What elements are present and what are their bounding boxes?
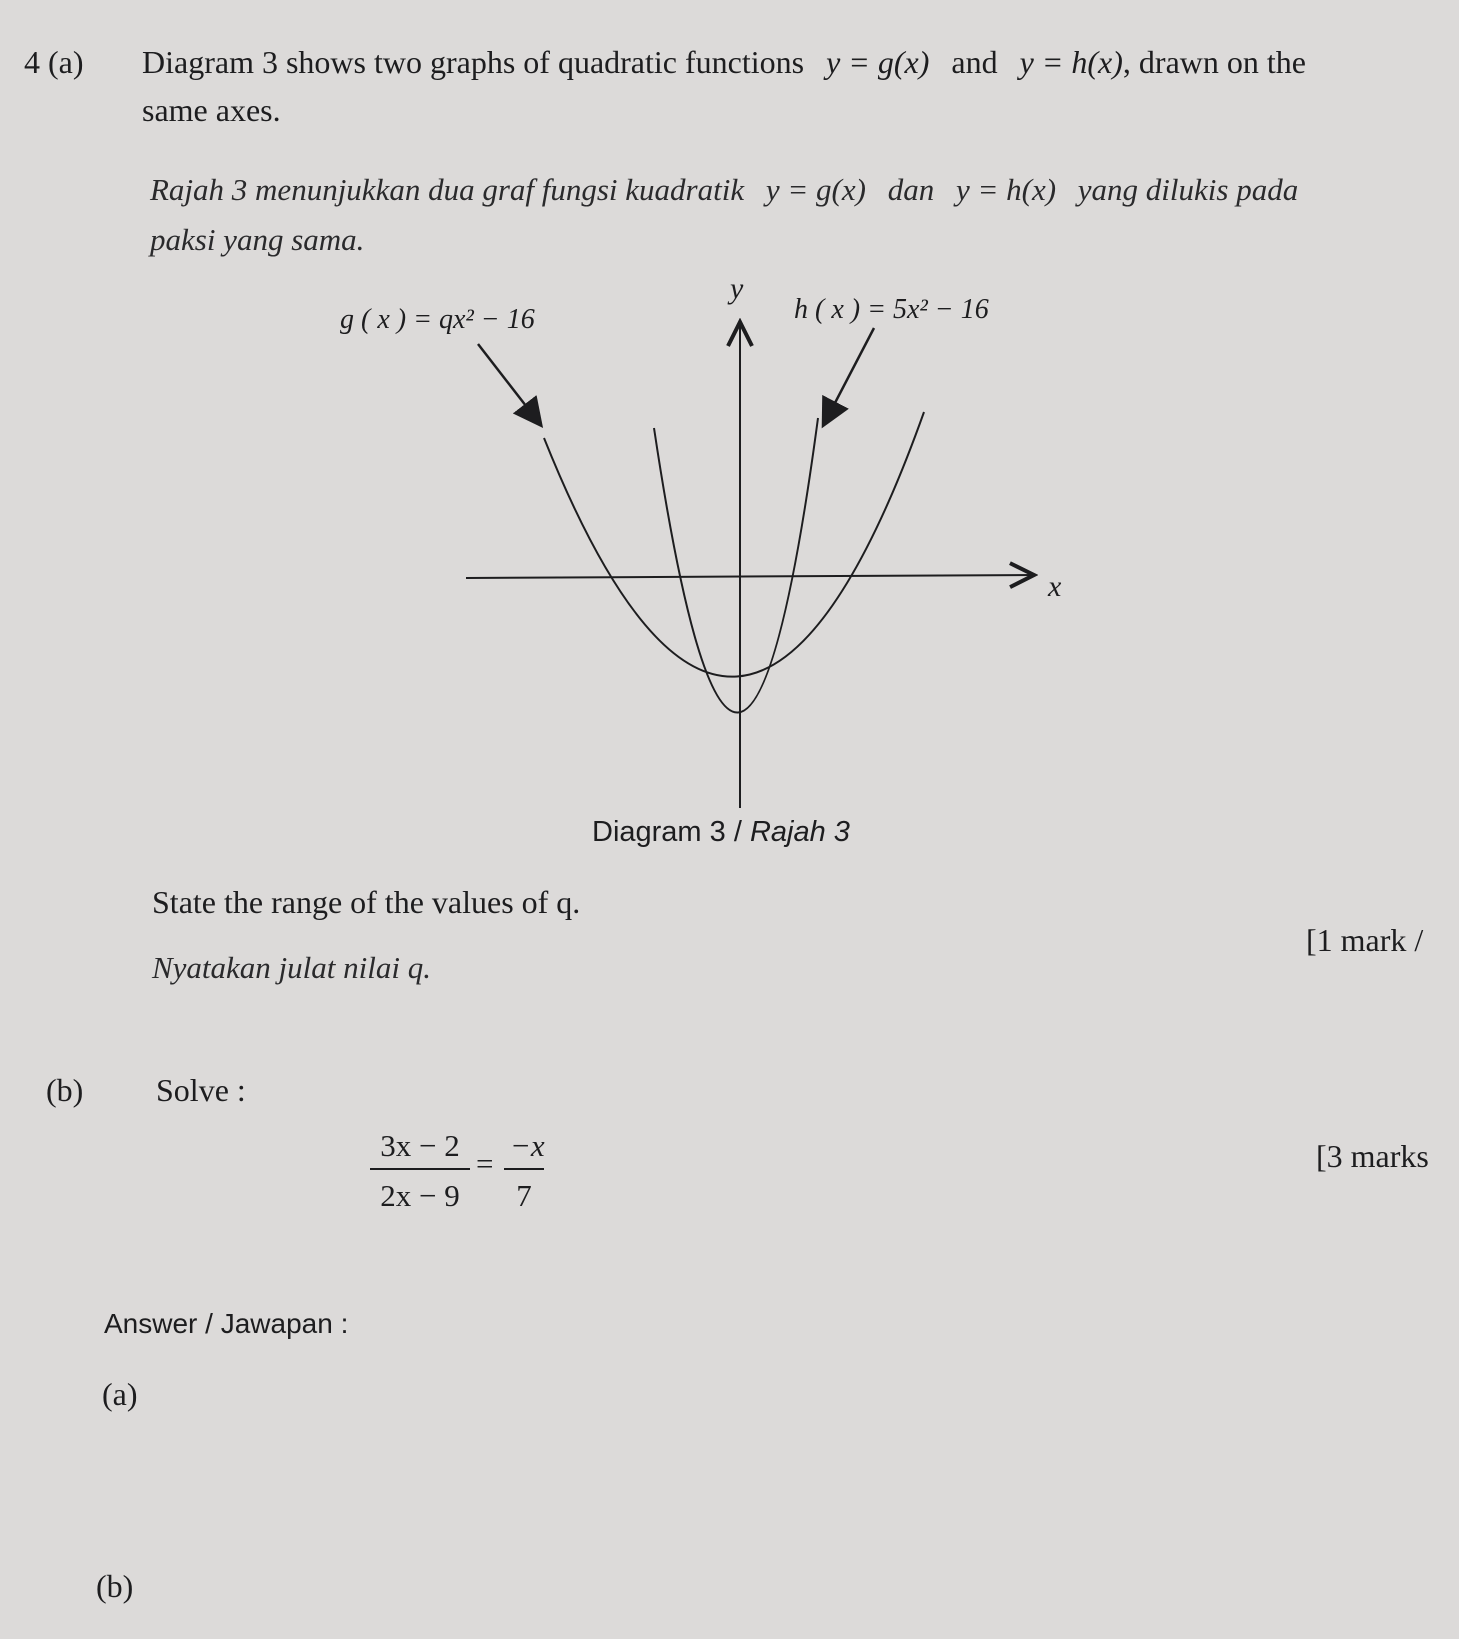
h-label: h ( x ) = 5x² − 16: [794, 294, 989, 325]
equation-g-ms: y = g(x): [765, 172, 866, 207]
marks-b: [3 marks: [1316, 1138, 1429, 1174]
equation-g: y = g(x): [826, 44, 930, 80]
question-text-ms-line2: paksi yang sama.: [150, 222, 365, 257]
g-label: g ( x ) = qx² − 16: [340, 304, 535, 335]
g-curve: [544, 412, 924, 677]
diagram-caption: [592, 816, 850, 849]
marks-a: [1 mark /: [1306, 922, 1424, 958]
h-label-arrow: [824, 328, 874, 424]
part-b-label: (b): [46, 1072, 84, 1108]
question-text-en-1-end: , drawn on the: [1122, 44, 1306, 80]
h-curve: [654, 418, 818, 713]
x-axis: [466, 575, 1034, 578]
y-axis-label: y: [730, 272, 744, 305]
answer-heading: [104, 1308, 348, 1340]
equation-h-ms: y = h(x): [955, 172, 1057, 207]
fraction-rhs: [504, 1128, 544, 1214]
g-label-arrow: [478, 344, 540, 424]
lhs-numerator: 3x − 2: [370, 1128, 470, 1170]
task-en: State the range of the values of q.: [152, 884, 581, 920]
answer-a-label: (a): [102, 1376, 138, 1412]
question-text-en-1: Diagram 3 shows two graphs of quadratic functions: [142, 44, 805, 80]
part-b-instruction: Solve :: [156, 1072, 246, 1108]
equals-sign: =: [476, 1146, 494, 1181]
rhs-denominator: 7: [516, 1178, 532, 1213]
question-text-en-line2: same axes.: [142, 92, 281, 128]
task-ms: Nyatakan julat nilai q.: [152, 950, 431, 985]
question-number: 4 (a): [24, 44, 84, 80]
and-word: and: [951, 44, 998, 80]
lhs-denominator: 2x − 9: [380, 1178, 460, 1213]
answer-b-label: (b): [96, 1568, 134, 1604]
fraction-lhs: [370, 1128, 470, 1214]
x-axis-label: x: [1048, 570, 1062, 603]
caption-en: Diagram 3 /: [592, 816, 742, 848]
answer-heading-text: Answer / Jawapan :: [104, 1308, 349, 1339]
question-text-ms-1: Rajah 3 menunjukkan dua graf fungsi kuadratik: [150, 172, 745, 207]
rhs-numerator: −x: [504, 1128, 544, 1170]
question-text-ms-1-end: yang dilukis pada: [1077, 172, 1299, 207]
caption-ms: Rajah 3: [749, 816, 850, 848]
dan-word: dan: [887, 172, 935, 207]
equation-h: y = h(x): [1019, 44, 1123, 80]
